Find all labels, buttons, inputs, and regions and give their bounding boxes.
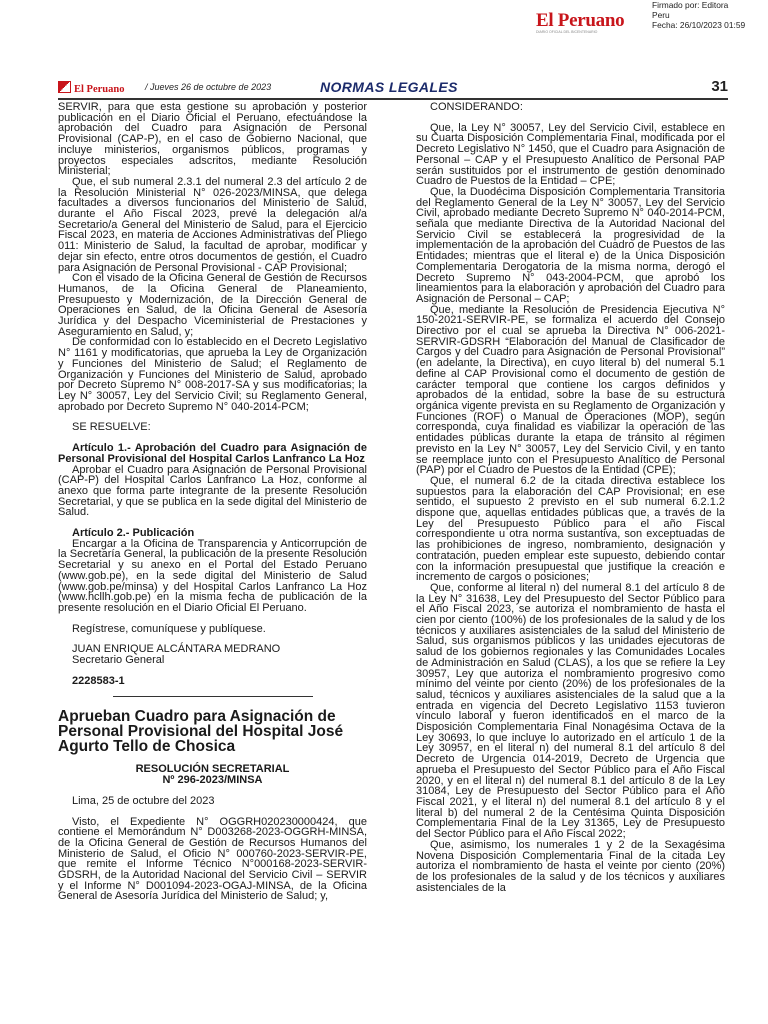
paragraph: SERVIR, para que esta gestione su aprobación y posterior publicación en el Diario Oficial el Peruano, efectuándose la aprobación del Cuadro para Asignación de Personal Provisional (CAP-P), en el caso de Gobierno Nacional, que incluye ministerios, organismos públicos, programas y proyectos especiales adscritos, mediante Resolución Ministerial; <box>58 101 367 178</box>
article-1-text: Aprobar el Cuadro para Asignación de Personal Provisional (CAP-P) del Hospital Carlos Lanfranco La Hoz, conforme al anexo que forma parte integrante de la presente Resolución Secretarial, y que se publica en la sede digital del Ministerio de Salud. <box>58 463 367 519</box>
document-code: 2228583-1 <box>72 674 125 687</box>
considerando-heading: CONSIDERANDO: <box>430 101 523 113</box>
resolution-type: RESOLUCIÓN SECRETARIAL <box>135 763 290 776</box>
norm-title: Aprueban Cuadro para Asignación de Personal Provisional del Hospital José Agurto Tello de Chosica <box>58 708 344 756</box>
paragraph: Que, asimismo, los numerales 1 y 2 de la Sexagésima Novena Disposición Complementaria Final de la citada Ley autoriza el nombramiento de hasta el veinte por ciento (20%) de los profesionales de la salud y de los técnicos y auxiliares asistenciales de la <box>416 838 725 894</box>
signature-line: Firmado por: Editora <box>652 0 729 10</box>
right-column <box>416 102 725 893</box>
signature-line: Peru <box>652 10 670 20</box>
separator <box>113 696 313 697</box>
masthead <box>0 0 768 40</box>
article-1-title: Artículo 1.- Aprobación del Cuadro para Asignación de Personal Provisional del Hospital Carlos Lanfranco La Hoz <box>58 442 367 465</box>
section-title: NORMAS LEGALES <box>320 79 458 95</box>
logo-mark-icon <box>58 81 71 93</box>
resolution-number: Nº 296-2023/MINSA <box>162 774 263 787</box>
paragraph: Que, la Duodécima Disposición Complementaria Transitoria del Reglamento General de la Ley N° 30057, Ley del Servicio Civil, aprobado mediante Decreto Supremo N° 040-2014-PCM, señala que mediante Directiva de la Autoridad Nacional del Servicio Civil se establecerá la progresividad de la implementación de la aprobación del Cuadro de Puestos de las Entidades; mientras que el literal e) de la Única Disposición Complementaria Derogatoria de la misma norma, derogó el Decreto Supremo N° 043-2004-PCM, que aprobó los lineamientos para la elaboración y aprobación del Cuadro para Asignación de Personal – CAP; <box>416 185 725 305</box>
header-logo <box>58 81 124 95</box>
paragraph: Que, mediante la Resolución de Presidencia Ejecutiva N° 150-2021-SERVIR-PE, se formaliza el acuerdo del Consejo Directivo por el cual se aprueba la Directiva N° 006-2021-SERVIR-GDSRH “Elaboración del Manual de Clasificador de Cargos y del Cuadro para Asignación de Personal Provisional” (en adelante, la Directiva), en cuyo literal b) del numeral 5.1 define al CAP Provisional como el documento de gestión de carácter temporal que contiene los cargos definidos y aprobados de la entidad, sobre la base de su estructura orgánica vigente prevista en su Reglamento de Organización y Funciones (ROF) o Manual de Operaciones (MOP), según corresponda, cuya finalidad es viabilizar la operación de las entidades públicas durante la etapa de tránsito al régimen previsto en la Ley N° 30057, Ley del Servicio Civil, y en tanto se reemplace junto con el Presupuesto Analítico de Personal (PAP) por el Cuadro de Puestos de la Entidad (CPE); <box>416 303 725 477</box>
page-number: 31 <box>711 78 728 95</box>
visto-paragraph: Visto, el Expediente N° OGGRH020230000424, que contiene el Memorándum N° D003268-2023-OGGRH-MINSA, de la Oficina General de Gestión de Recursos Humanos del Ministerio de Salud, el Oficio N° 000760-2023-SERVIR-PE, que remite el Informe Técnico N°000168-2023-SERVIR-GDSRH, de la Autoridad Nacional del Servicio Civil – SERVIR y el Informe N° D001094-2023-OGAJ-MINSA, de la Oficina General de Asesoría Jurídica del Ministerio de Salud; y, <box>58 815 367 903</box>
place-date: Lima, 25 de octubre del 2023 <box>72 794 215 807</box>
signer-role: Secretario General <box>72 654 165 667</box>
paragraph: De conformidad con lo establecido en el Decreto Legislativo N° 1161 y modificatorias, que aprueba la Ley de Organización y Funciones del Ministerio de Salud; el Reglamento de Organización y Funciones del Ministerio de Salud, aprobado por Decreto Supremo N° 008-2017-SA y sus modificatorias; la Ley N° 30057, Ley del Servicio Civil; su Reglamento General, aprobado por Decreto Supremo N° 040-2014-PCM; <box>58 336 367 413</box>
logo-subtitle: DIARIO OFICIAL DEL BICENTENARIO <box>536 30 598 34</box>
header-date: / Jueves 26 de octubre de 2023 <box>145 82 272 92</box>
el-peruano-logo: El Peruano <box>536 10 625 31</box>
article-2-text: Encargar a la Oficina de Transparencia y Anticorrupción de la Secretaría General, la publicación de la presente Resolución Secretarial y su anexo en el Portal del Estado Peruano (www.gob.pe), en la sede digital del Ministerio de Salud (www.gob.pe/minsa) y del Hospital Carlos Lanfranco La Hoz (www.hcllh.gob.pe) en la misma fecha de publicación de la presente resolución en el Diario Oficial El Peruano. <box>58 537 367 614</box>
signer-name: JUAN ENRIQUE ALCÁNTARA MEDRANO <box>72 643 281 656</box>
article-2-title: Artículo 2.- Publicación <box>72 527 195 540</box>
digital-signature <box>652 0 745 30</box>
page-header <box>58 78 728 100</box>
paragraph: Que, el numeral 6.2 de la citada directiva establece los supuestos para la elaboración del CAP Provisional; en ese sentido, el supuesto 2 previsto en el sub numeral 6.2.1.2 dispone que, aquellas entidades públicas que, a través de la Ley del Presupuesto Público para el año Fiscal correspondiente u otra norma sustantiva, son exceptuadas de las prohibiciones de ingreso, nombramiento, designación y contratación, pueden emplear este supuesto, debiendo contar con la información presupuestal que justifique la creación e incremento de cargos o posiciones; <box>416 474 725 584</box>
paragraph: Que, conforme al literal n) del numeral 8.1 del artículo 8 de la Ley N° 31638, Ley del Presupuesto del Sector Público para el Año Fiscal 2023, se autoriza el nombramiento de hasta el cien por ciento (100%) de los profesionales de la salud y de los técnicos y auxiliares asistenciales de la salud del Ministerio de Salud, sus organismos públicos y las unidades ejecutoras de salud de los gobiernos regionales y las Comunidades Locales de Administración en Salud (CLAS), a los que se refiere la Ley 30957, Ley que autoriza el nombramiento progresivo como mínimo del veinte por ciento (20%) de los profesionales de la salud, técnicos y auxiliares asistenciales de la salud que a la entrada en vigencia del Decreto Legislativo 1153 tuvieron vínculo laboral y fueron identificados en el marco de la Disposición Complementaria Final Nonagésima Octava de la Ley 30693, lo que incluye lo autorizado en el artículo 1 de la Ley 30957, en el literal n) del numeral 8.1 del artículo 8 del Decreto de Urgencia 014-2019, Decreto de Urgencia que aprueba el Presupuesto del Sector Público para el Año Fiscal 2020, y en el literal n) del numeral 8.1 del artículo 8 de la Ley 31084, Ley de Presupuesto del Sector Público para el Año Fiscal 2021, y el literal n) del numeral 8.1 del artículo 8 y el literal b) del numeral 2 de la Centésima Quinta Disposición Complementaria Final de la Ley 31365, Ley de Presupuesto del Sector Público para el Año Fiscal 2022; <box>416 581 725 841</box>
closing-formula: Regístrese, comuníquese y publíquese. <box>72 622 266 635</box>
paragraph: Que, el sub numeral 2.3.1 del numeral 2.3 del artículo 2 de la Resolución Ministerial N° 026-2023/MINSA, que delega facultades a diversos funcionarios del Ministerio de Salud, durante el Año Fiscal 2023, prevé la delegación al/a Secretario/a General del Ministerio de Salud, para el Ejercicio Fiscal 2023, en materia de Acciones Administrativas del Pliego 011: Ministerio de Salud, la facultad de aprobar, modificar y dejar sin efecto, entre otros documentos de gestión, el Cuadro para Asignación de Personal Provisional - CAP Provisional; <box>58 175 367 274</box>
signature-line: Fecha: 26/10/2023 01:59 <box>652 20 746 30</box>
left-column <box>58 102 367 902</box>
paragraph: Con el visado de la Oficina General de Gestión de Recursos Humanos, de la Oficina General de Planeamiento, Presupuesto y Modernización, de la Dirección General de Operaciones en Salud, de la Oficina General de Asesoría Jurídica y del Despacho Viceministerial de Prestaciones y Aseguramiento en Salud, y; <box>58 272 367 338</box>
header-logo-text: El Peruano <box>74 84 125 95</box>
paragraph: Que, la Ley N° 30057, Ley del Servicio Civil, establece en su Cuarta Disposición Complementaria Final, modificada por el Decreto Legislativo N° 1450, que el Cuadro para Asignación de Personal – CAP y el Presupuesto Analítico de Personal PAP serán sustituidos por el instrumento de gestión denominado Cuadro de Puestos de la Entidad – CPE; <box>416 121 725 188</box>
resolves-heading: SE RESUELVE: <box>72 421 151 434</box>
